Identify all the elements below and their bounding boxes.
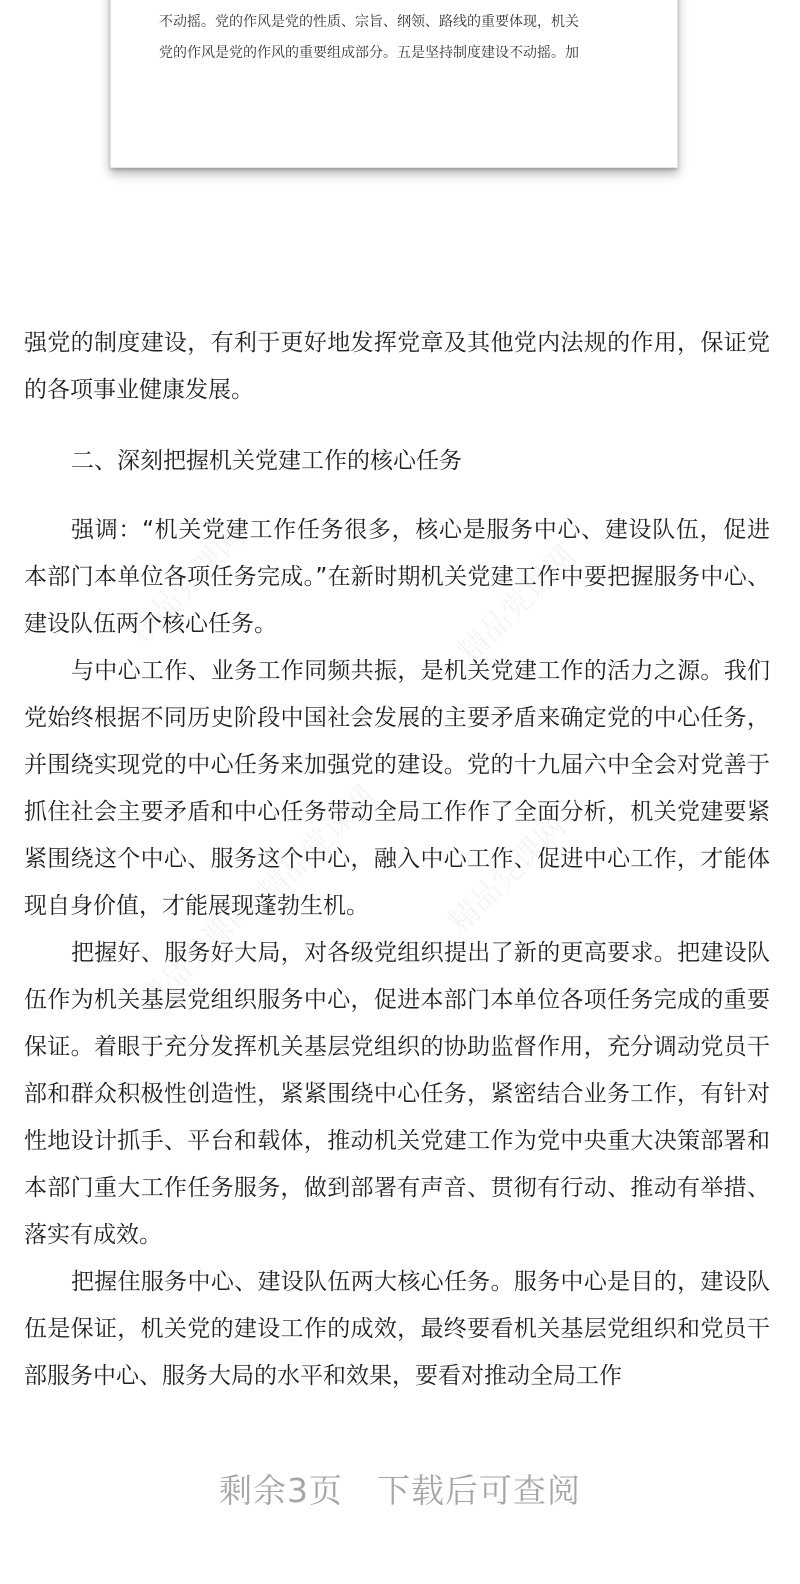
preview-text-line: 不动摇。党的作风是党的性质、宗旨、纲领、路线的重要体现，机关 [159,14,579,30]
download-to-read-more[interactable] [0,1466,800,1516]
paragraph: 把握好、服务好大局，对各级党组织提出了新的更高要求。把建设队伍作为机关基层党组织服务中心，促进本部门本单位各项任务完成的重要保证。着眼于充分发挥机关基层党组织的协助监督作用，充分调动党员干部和群众积极性创造性，紧紧围绕中心任务，紧密结合业务工作，有针对性地设计抓手、平台和载体，推动机关党建工作为党中央重大决策部署和本部门重大工作任务服务，做到部署有声音、贯彻有行动、推动有举措、落实有成效。 [24,940,770,1248]
document-body [24,320,770,1400]
section-heading: 二、深刻把握机关党建工作的核心任务 [71,448,462,474]
paragraph: 强党的制度建设，有利于更好地发挥党章及其他党内法规的作用，保证党的各项事业健康发展。 [24,330,770,403]
preview-text-line: 党的作风是党的作风的重要组成部分。五是坚持制度建设不动摇。加 [159,45,579,61]
paragraph: 强调：“机关党建工作任务很多，核心是服务中心、建设队伍，促进本部门本单位各项任务完成。”在新时期机关党建工作中要把握服务中心、建设队伍两个核心任务。 [24,517,770,637]
paragraph: 与中心工作、业务工作同频共振，是机关党建工作的活力之源。我们党始终根据不同历史阶段中国社会发展的主要矛盾来确定党的中心任务，并围绕实现党的中心任务来加强党的建设。党的十九届六中全会对党善于抓住社会主要矛盾和中心任务带动全局工作作了全面分析，机关党建要紧紧围绕这个中心、服务这个中心，融入中心工作、促进中心工作，才能体现自身价值，才能展现蓬勃生机。 [24,658,770,919]
download-prompt-label: 下载后可查阅 [377,1471,581,1510]
remaining-pages-label: 剩余3页 [219,1471,343,1510]
previous-page-preview [110,0,678,168]
paragraph: 把握住服务中心、建设队伍两大核心任务。服务中心是目的，建设队伍是保证，机关党的建设工作的成效，最终要看机关基层党组织和党员干部服务中心、服务大局的水平和效果，要看对推动全局工作 [24,1269,770,1389]
